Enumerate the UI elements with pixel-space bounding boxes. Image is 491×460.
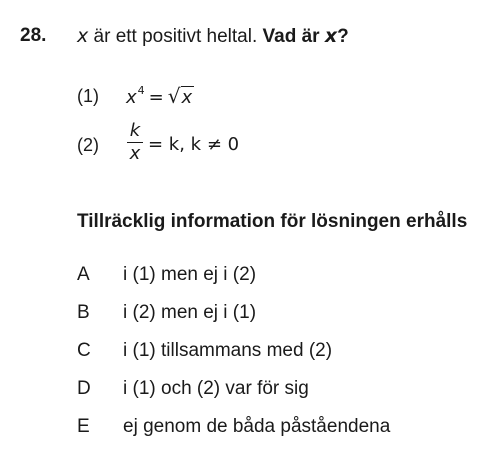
statement-2-rest: = k, k ≠ 0: [148, 134, 240, 155]
option-letter: B: [77, 302, 90, 323]
statement-1-lhs-var: x: [126, 87, 137, 108]
question-ask-prefix: Vad är: [262, 26, 325, 47]
statement-2-fraction: [126, 120, 144, 165]
option-text: i (1) men ej i (2): [123, 264, 257, 285]
option-letter: A: [77, 264, 90, 285]
option-text: i (1) tillsammans med (2): [123, 340, 333, 361]
question-number: 28.: [20, 25, 47, 46]
question-ask-suffix: ?: [337, 26, 349, 47]
statement-2-label: (2): [77, 135, 99, 155]
option-letter: C: [77, 340, 91, 361]
fraction-numerator: k: [129, 120, 141, 141]
question-variable: x: [77, 25, 89, 47]
statement-1-equation: [126, 84, 194, 112]
option-text: i (1) och (2) var för sig: [123, 378, 309, 399]
statement-1-rhs-var: x: [181, 87, 193, 108]
option-letter: E: [77, 416, 90, 437]
question-ask: [263, 26, 349, 47]
question-ask-variable: x: [324, 25, 338, 47]
statement-1-equals: =: [148, 87, 164, 108]
question-text: [77, 24, 349, 49]
option-text: i (2) men ej i (1): [123, 302, 257, 323]
option-text: ej genom de båda påståendena: [123, 416, 391, 437]
fraction-denominator: x: [129, 143, 141, 164]
sqrt-symbol: √: [167, 84, 181, 108]
statement-1-exponent: 4: [137, 84, 145, 97]
info-heading: Tillräcklig information för lösningen erhålls: [77, 211, 468, 232]
option-letter: D: [77, 378, 91, 399]
question-text-rest: är ett positivt heltal.: [88, 26, 263, 47]
statement-1-label: (1): [77, 86, 99, 106]
